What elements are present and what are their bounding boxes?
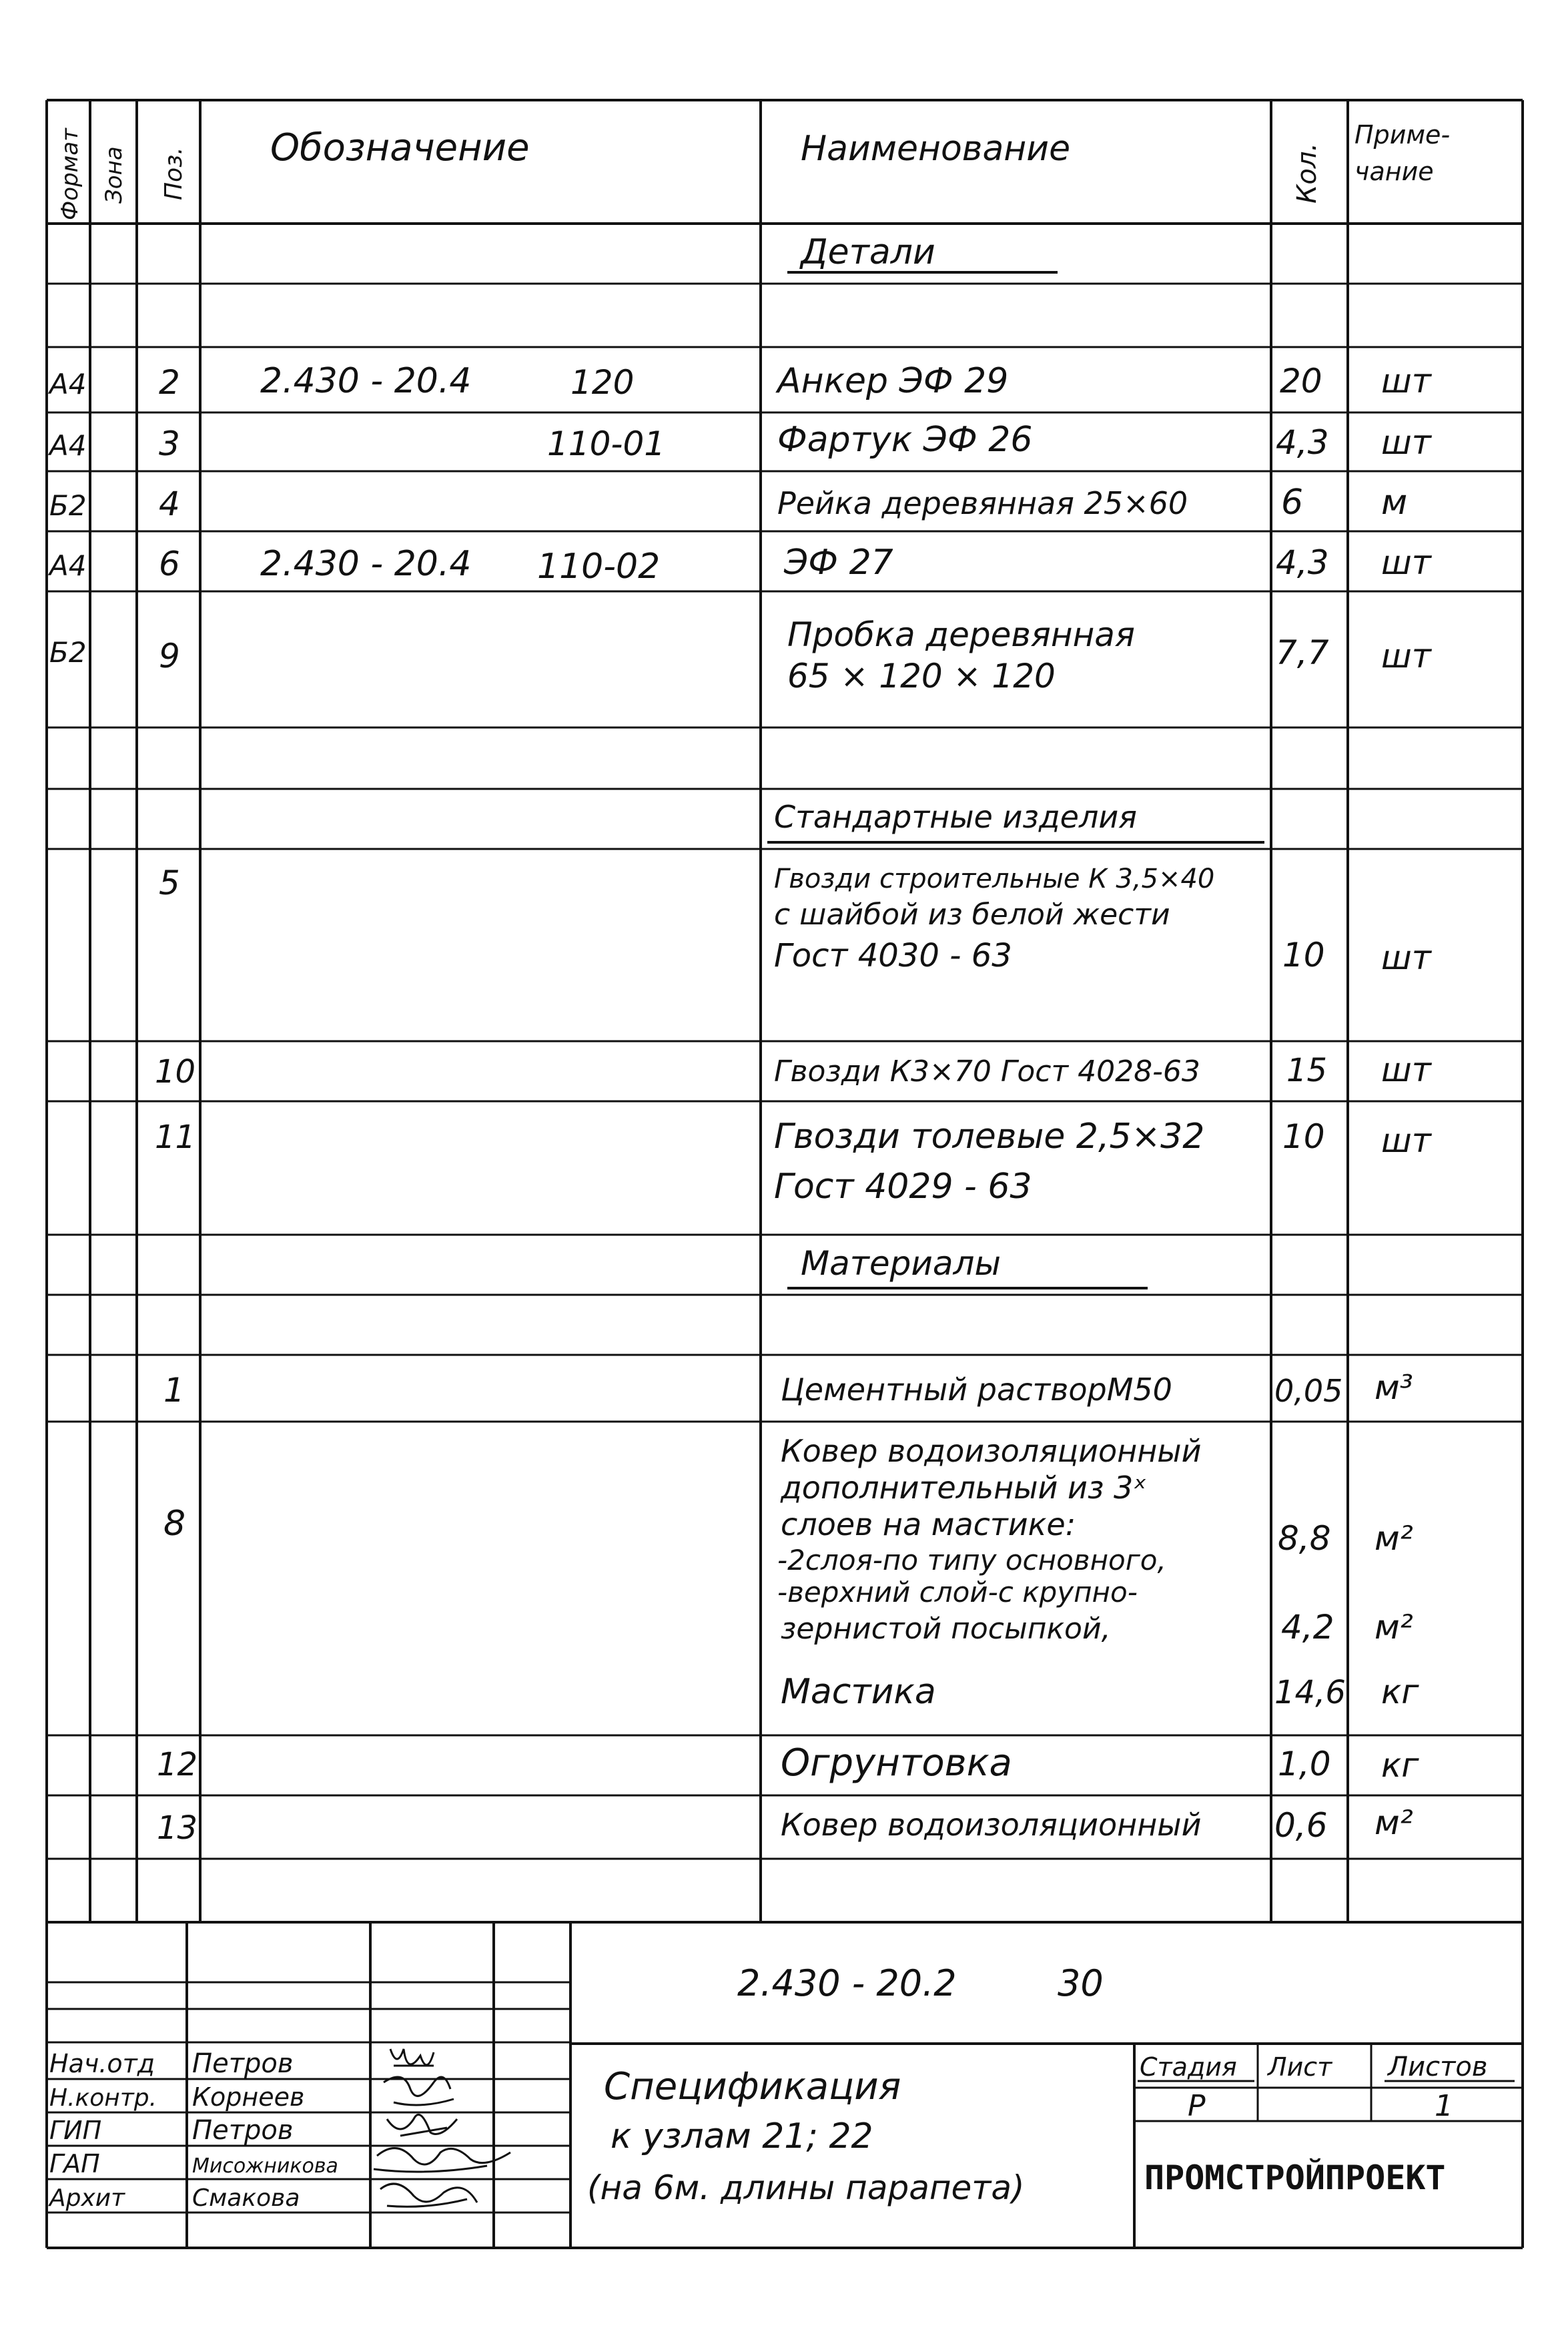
header-format: Формат (57, 128, 83, 220)
qty-cell: 15 (1286, 1052, 1328, 1089)
sheets-value: 1 (1435, 2089, 1453, 2123)
format-cell: Б2 (49, 489, 87, 522)
pos-cell: 8 (163, 1504, 186, 1544)
sheet-cell: 110-02 (537, 547, 661, 587)
role-label: Нач.отд (49, 2049, 155, 2078)
name-cell: -2слоя-по типу основного, (777, 1544, 1166, 1576)
name-cell: Рейка деревянная 25×60 (777, 485, 1188, 521)
name-cell: Гвозди толевые 2,5×32 (774, 1117, 1205, 1157)
qty-cell: 10 (1282, 936, 1325, 974)
pos-cell: 4 (159, 485, 180, 523)
qty-cell: 1,0 (1278, 1745, 1331, 1783)
pos-cell: 3 (159, 424, 180, 463)
qty-cell: 6 (1281, 483, 1304, 523)
format-cell: А4 (49, 368, 87, 400)
note-cell: шт (1381, 362, 1431, 400)
name-cell: ЭФ 27 (784, 543, 893, 583)
designation-cell: 2.430 - 20.4 (260, 361, 472, 401)
sheet-label: Лист (1268, 2052, 1332, 2082)
name-cell: -верхний слой-с крупно- (777, 1576, 1138, 1608)
document-sheet-number: 30 (1058, 1962, 1104, 2004)
qty-cell: 0,05 (1274, 1373, 1343, 1409)
pos-cell: 5 (159, 864, 180, 902)
note-cell: кг (1381, 1746, 1419, 1785)
note-cell: м² (1375, 1608, 1413, 1647)
section-title: Материалы (801, 1244, 1001, 1283)
person-name: Корнеев (192, 2082, 305, 2112)
name-cell: 65 × 120 × 120 (787, 657, 1056, 695)
header-name: Наименование (801, 129, 1071, 169)
role-label: ГИП (49, 2116, 102, 2145)
name-cell: с шайбой из белой жести (774, 898, 1170, 932)
qty-cell: 20 (1280, 362, 1322, 400)
note-cell: кг (1381, 1673, 1419, 1711)
document-title: (на 6м. длины парапета) (587, 2168, 1025, 2207)
qty-cell: 10 (1282, 1117, 1325, 1156)
pos-cell: 6 (159, 545, 180, 583)
header-pos: Поз. (160, 147, 187, 200)
name-cell: Анкер ЭФ 29 (777, 361, 1009, 401)
note-cell: м³ (1375, 1368, 1413, 1407)
qty-cell: 8,8 (1278, 1519, 1331, 1558)
section-title: Стандартные изделия (774, 799, 1137, 835)
note-cell: шт (1381, 1051, 1431, 1089)
name-cell: зернистой посыпкой, (781, 1612, 1111, 1646)
format-cell: Б2 (49, 636, 87, 669)
pos-cell: 11 (155, 1119, 196, 1156)
note-cell: м² (1375, 1803, 1413, 1842)
role-label: Н.контр. (49, 2084, 157, 2112)
qty-cell: 0,6 (1274, 1806, 1328, 1845)
qty-cell: 4,2 (1281, 1608, 1334, 1647)
pos-cell: 12 (157, 1746, 198, 1783)
person-name: Петров (192, 2048, 294, 2079)
name-cell: Пробка деревянная (787, 615, 1135, 654)
note-cell: м² (1375, 1519, 1413, 1558)
note-cell: шт (1381, 637, 1431, 675)
qty-cell: 4,3 (1276, 543, 1329, 582)
header-designation: Обозначение (270, 126, 530, 170)
name-cell: Фартук ЭФ 26 (777, 420, 1033, 460)
section-title: Детали (801, 232, 935, 272)
name-cell: Гост 4030 - 63 (774, 937, 1012, 974)
header-zone: Зона (101, 146, 127, 204)
stage-label: Стадия (1140, 2052, 1237, 2082)
name-cell: слоев на мастике: (781, 1506, 1076, 1542)
name-cell: дополнительный из 3ˣ (781, 1470, 1147, 1506)
stage-value: Р (1188, 2089, 1206, 2123)
organization-stamp: ПРОМСТРОЙПРОЕКТ (1144, 2158, 1446, 2197)
note-cell: шт (1381, 938, 1431, 977)
format-cell: А4 (49, 549, 87, 582)
sheet-cell: 110-01 (547, 424, 666, 463)
pos-cell: 2 (159, 363, 180, 402)
name-cell: Мастика (781, 1672, 936, 1712)
person-name: Петров (192, 2115, 294, 2146)
format-cell: А4 (49, 429, 87, 462)
name-cell: Ковер водоизоляционный (781, 1433, 1202, 1469)
note-cell: шт (1381, 423, 1431, 462)
pos-cell: 10 (155, 1053, 196, 1091)
pos-cell: 9 (159, 637, 180, 675)
name-cell: Цементный растворМ50 (781, 1372, 1172, 1408)
note-cell: шт (1381, 543, 1431, 582)
person-name: Смакова (192, 2184, 300, 2212)
qty-cell: 14,6 (1274, 1674, 1346, 1711)
name-cell: Ковер водоизоляционный (781, 1807, 1202, 1843)
document-title: Спецификация (604, 2065, 901, 2108)
person-name: Мисожникова (192, 2154, 338, 2178)
pos-cell: 13 (157, 1809, 198, 1847)
document-code: 2.430 - 20.2 (737, 1962, 957, 2004)
role-label: Архит (49, 2184, 125, 2212)
header-note-line1: Приме- (1354, 120, 1451, 150)
note-cell: шт (1381, 1121, 1431, 1160)
note-cell: м (1381, 483, 1408, 523)
name-cell: Гвозди строительные К 3,5×40 (774, 864, 1215, 894)
sheet-cell: 120 (570, 363, 635, 402)
pos-cell: 1 (163, 1371, 185, 1410)
name-cell: Огрунтовка (781, 1741, 1012, 1785)
qty-cell: 4,3 (1276, 423, 1329, 462)
sheets-label: Листов (1388, 2052, 1488, 2082)
designation-cell: 2.430 - 20.4 (260, 544, 472, 584)
role-label: ГАП (49, 2149, 100, 2178)
document-title: к узлам 21; 22 (611, 2116, 873, 2156)
header-qty: Кол. (1292, 142, 1322, 204)
name-cell: Гвозди К3×70 Гост 4028-63 (774, 1055, 1200, 1089)
qty-cell: 7,7 (1276, 633, 1329, 672)
header-note-line2: чание (1354, 157, 1434, 186)
name-cell: Гост 4029 - 63 (774, 1167, 1032, 1207)
